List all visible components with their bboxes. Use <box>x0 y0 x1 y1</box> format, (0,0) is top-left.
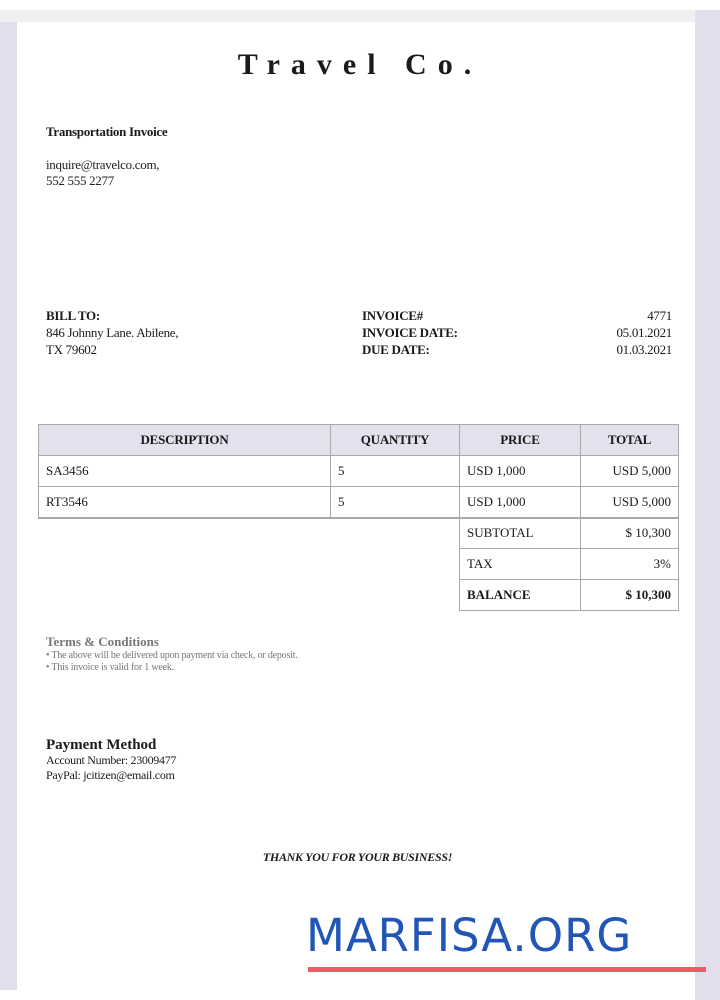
balance-value: $ 10,300 <box>581 580 679 611</box>
table-row <box>39 456 679 487</box>
balance-label: BALANCE <box>460 580 581 611</box>
header-description: DESCRIPTION <box>39 425 331 456</box>
terms-block <box>46 634 298 674</box>
cell-price: USD 1,000 <box>460 487 581 518</box>
invoice-date-label: INVOICE DATE: <box>362 325 458 340</box>
invoice-number-value: 4771 <box>647 308 672 323</box>
invoice-number-label: INVOICE# <box>362 308 423 323</box>
invoice-date-value: 05.01.2021 <box>616 325 672 340</box>
bill-to-block <box>46 307 178 358</box>
subtotal-label: SUBTOTAL <box>460 518 581 549</box>
cell-quantity: 5 <box>331 456 460 487</box>
header-total: TOTAL <box>581 425 679 456</box>
account-number: Account Number: 23009477 <box>46 753 177 767</box>
contact-phone: 552 555 2277 <box>46 173 114 188</box>
balance-row <box>39 580 679 611</box>
tax-label: TAX <box>460 549 581 580</box>
invoice-meta <box>362 307 672 358</box>
payment-heading: Payment Method <box>46 737 157 753</box>
payment-method-block <box>46 737 176 783</box>
header-quantity: QUANTITY <box>331 425 460 456</box>
top-band <box>0 10 720 22</box>
bill-to-address-line2: TX 79602 <box>46 342 97 357</box>
due-date-value: 01.03.2021 <box>616 342 672 357</box>
bill-to-label: BILL TO: <box>46 308 100 323</box>
subtotal-value: $ 10,300 <box>581 518 679 549</box>
company-name: Travel Co. <box>237 48 483 81</box>
left-margin-panel <box>0 22 17 990</box>
empty-cell <box>39 518 460 549</box>
invoice-date-row <box>362 324 672 341</box>
terms-line: • This invoice is valid for 1 week. <box>46 662 174 673</box>
terms-line: • The above will be delivered upon payment via check, or deposit. <box>46 650 298 661</box>
cell-quantity: 5 <box>331 487 460 518</box>
due-date-label: DUE DATE: <box>362 342 430 357</box>
watermark-logo: MARFISA.ORG <box>306 909 633 962</box>
contact-info <box>46 157 159 189</box>
terms-heading: Terms & Conditions <box>46 634 159 649</box>
empty-cell <box>39 549 460 580</box>
table-header-row <box>39 425 679 456</box>
table-row <box>39 487 679 518</box>
subtotal-row <box>39 518 679 549</box>
tax-row <box>39 549 679 580</box>
due-date-row <box>362 341 672 358</box>
cell-total: USD 5,000 <box>581 487 679 518</box>
tax-value: 3% <box>581 549 679 580</box>
items-table <box>38 424 679 611</box>
header-price: PRICE <box>460 425 581 456</box>
cell-description: SA3456 <box>39 456 331 487</box>
contact-email: inquire@travelco.com, <box>46 157 160 172</box>
invoice-type: Transportation Invoice <box>46 124 168 139</box>
cell-total: USD 5,000 <box>581 456 679 487</box>
empty-cell <box>39 580 460 611</box>
bill-to-address-line1: 846 Johnny Lane. Abilene, <box>46 325 179 340</box>
cell-price: USD 1,000 <box>460 456 581 487</box>
cell-description: RT3546 <box>39 487 331 518</box>
invoice-number-row <box>362 307 672 324</box>
watermark-underline <box>308 967 706 972</box>
paypal-account: PayPal: jcitizen@email.com <box>46 768 175 782</box>
thank-you-note: THANK YOU FOR YOUR BUSINESS! <box>262 850 453 864</box>
